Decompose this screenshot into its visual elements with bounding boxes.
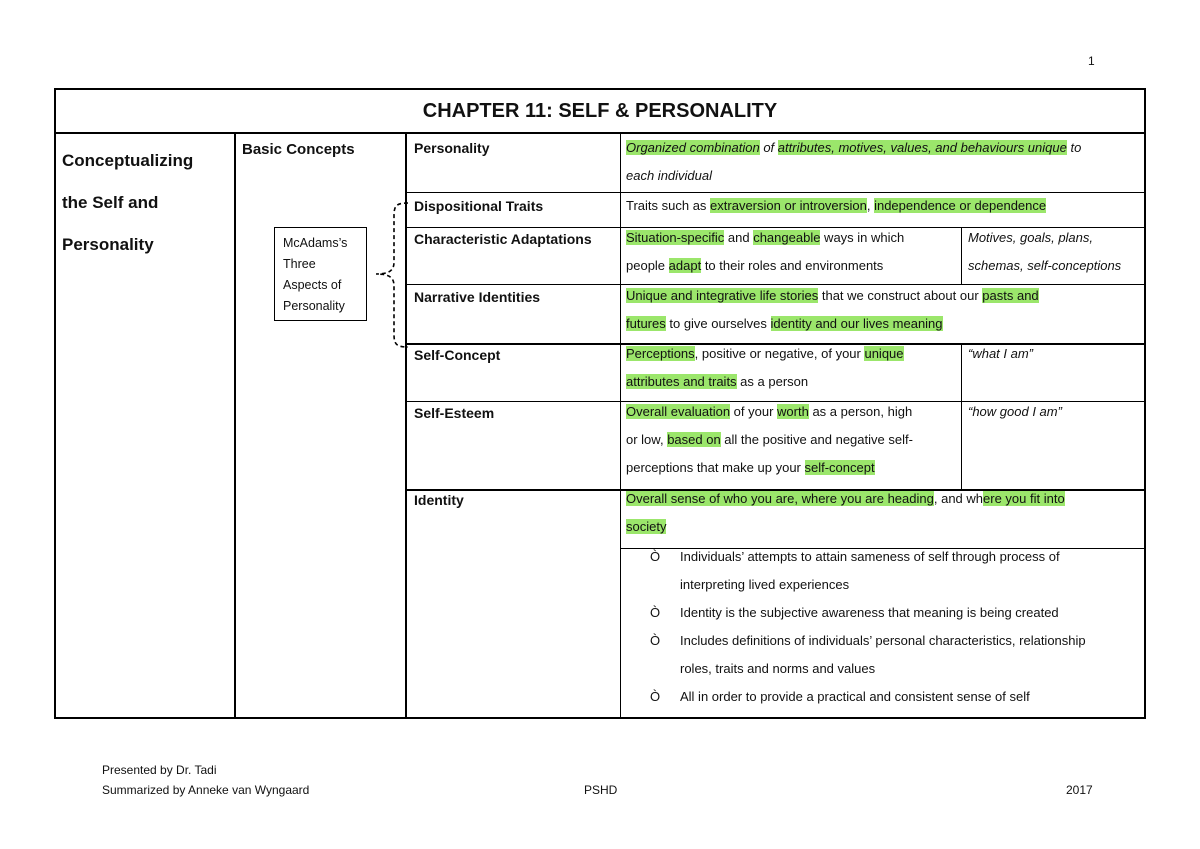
term-characteristic-adaptations: Characteristic Adaptations (414, 231, 592, 247)
definition-narrative-identities (626, 282, 1039, 310)
definition-self-esteem (626, 398, 912, 426)
curly-brace-icon (366, 200, 412, 350)
list-item-text: interpreting lived experiences (680, 577, 850, 592)
term-self-esteem: Self-Esteem (414, 405, 495, 421)
list-item-text: All in order to provide a practical and consistent sense of self (680, 689, 1030, 704)
highlighted-text: self-concept (804, 460, 875, 475)
highlighted-text: independence or dependence (874, 198, 1047, 213)
list-item (650, 599, 1150, 627)
footer-course: PSHD (584, 783, 618, 797)
definition-self-concept-cont (626, 368, 808, 396)
text-segment: , and wh (933, 491, 984, 506)
definition-self-esteem-cont (626, 454, 875, 482)
text-segment: perceptions that make up your (626, 460, 805, 475)
term-personality: Personality (414, 140, 490, 156)
list-item (650, 571, 1150, 599)
page-number: 1 (1088, 54, 1095, 68)
text-segment: as a person, high (808, 404, 913, 419)
definition-identity (626, 485, 1065, 513)
definition-self-concept (626, 340, 904, 368)
circle-outline-icon: Ò (650, 549, 661, 564)
section-heading-line: Conceptualizing (62, 151, 194, 170)
text-segment: to (1066, 140, 1082, 155)
note-self-esteem: “how good I am” (968, 404, 1062, 419)
circle-outline-icon (650, 571, 680, 599)
circle-outline-icon: Ò (650, 633, 661, 648)
column-divider (620, 133, 621, 719)
circle-outline-icon (650, 655, 680, 683)
highlighted-text: futures (626, 316, 666, 331)
text-segment: or low, (626, 432, 668, 447)
highlighted-text: attributes, motives, values, and behaviours unique (777, 140, 1067, 155)
text-segment: all the positive and negative self- (720, 432, 913, 447)
identity-bullet-list (650, 543, 1150, 711)
circle-outline-icon: Ò (650, 605, 661, 620)
term-self-concept: Self-Concept (414, 347, 501, 363)
definition-characteristic-adaptations-cont (626, 252, 883, 280)
text-segment: Traits such as (626, 198, 711, 213)
list-item-text: roles, traits and norms and values (680, 661, 876, 676)
list-item (650, 683, 1150, 711)
note-characteristic-adaptations: Motives, goals, plans, (968, 230, 1094, 245)
text-segment: of (759, 140, 778, 155)
highlighted-text: Unique and integrative life stories (626, 288, 819, 303)
text-segment: as a person (736, 374, 809, 389)
section-heading-line: the Self and (62, 193, 159, 212)
list-item-text: Includes definitions of individuals’ personal characteristics, relationship (680, 633, 1086, 648)
text-segment: to their roles and environments (701, 258, 884, 273)
basic-concepts-heading: Basic Concepts (242, 141, 355, 158)
text-segment: and (724, 230, 754, 245)
list-item-text: Identity is the subjective awareness that meaning is being created (680, 605, 1059, 620)
note-self-concept: “what I am” (968, 346, 1034, 361)
term-identity: Identity (414, 492, 464, 508)
highlighted-text: society (626, 519, 667, 534)
highlighted-text: changeable (753, 230, 821, 245)
text-segment: that we construct about our (818, 288, 983, 303)
section-heading (62, 140, 193, 266)
text-segment: , (866, 198, 875, 213)
list-item-text: Individuals’ attempts to attain sameness of self through process of (680, 549, 1060, 564)
mcadams-box (274, 227, 367, 321)
definition-self-esteem-cont (626, 426, 913, 454)
list-item (650, 543, 1150, 571)
summary-table (54, 88, 1146, 719)
highlighted-text: identity and our lives meaning (770, 316, 943, 331)
footer-year: 2017 (1066, 783, 1093, 797)
list-item (650, 627, 1150, 655)
definition-personality-cont: each individual (626, 168, 713, 183)
page-title: CHAPTER 11: SELF & PERSONALITY (422, 100, 778, 122)
highlighted-text: pasts and (982, 288, 1039, 303)
column-divider (961, 343, 962, 490)
highlighted-text: based on (667, 432, 721, 447)
term-dispositional-traits: Dispositional Traits (414, 198, 544, 214)
column-divider (234, 133, 236, 719)
highlighted-text: adapt (668, 258, 702, 273)
highlighted-text: Overall evaluation (626, 404, 731, 419)
highlighted-text: ere you fit into (983, 491, 1065, 506)
highlighted-text: worth (777, 404, 809, 419)
definition-dispositional-traits (626, 192, 1046, 220)
column-divider (961, 228, 962, 284)
mcadams-line: Three (283, 257, 316, 271)
highlighted-text: Organized combination (626, 140, 760, 155)
text-segment: people (626, 258, 669, 273)
footer-presented-by: Presented by Dr. Tadi (102, 763, 217, 777)
section-heading-line: Personality (62, 235, 154, 254)
mcadams-line: Personality (283, 299, 345, 313)
text-segment: , positive or negative, of your (694, 346, 865, 361)
highlighted-text: extraversion or introversion (710, 198, 867, 213)
text-segment: to give ourselves (665, 316, 771, 331)
list-item (650, 655, 1150, 683)
definition-personality (626, 134, 1081, 162)
text-segment: of your (730, 404, 778, 419)
highlighted-text: attributes and traits (626, 374, 737, 389)
term-narrative-identities: Narrative Identities (414, 289, 541, 305)
highlighted-text: Situation-specific (626, 230, 725, 245)
mcadams-line: Aspects of (283, 278, 342, 292)
definition-narrative-identities-cont (626, 310, 943, 338)
footer-summarized-by: Summarized by Anneke van Wyngaard (102, 783, 310, 797)
note-characteristic-adaptations-cont: schemas, self-conceptions (968, 258, 1122, 273)
definition-identity-cont (626, 513, 666, 541)
text-segment: ways in which (820, 230, 905, 245)
highlighted-text: Overall sense of who you are, where you are heading (626, 491, 934, 506)
circle-outline-icon: Ò (650, 689, 661, 704)
highlighted-text: Perceptions (626, 346, 695, 361)
definition-characteristic-adaptations (626, 224, 904, 252)
highlighted-text: unique (864, 346, 904, 361)
mcadams-line: McAdams’s (283, 236, 348, 250)
